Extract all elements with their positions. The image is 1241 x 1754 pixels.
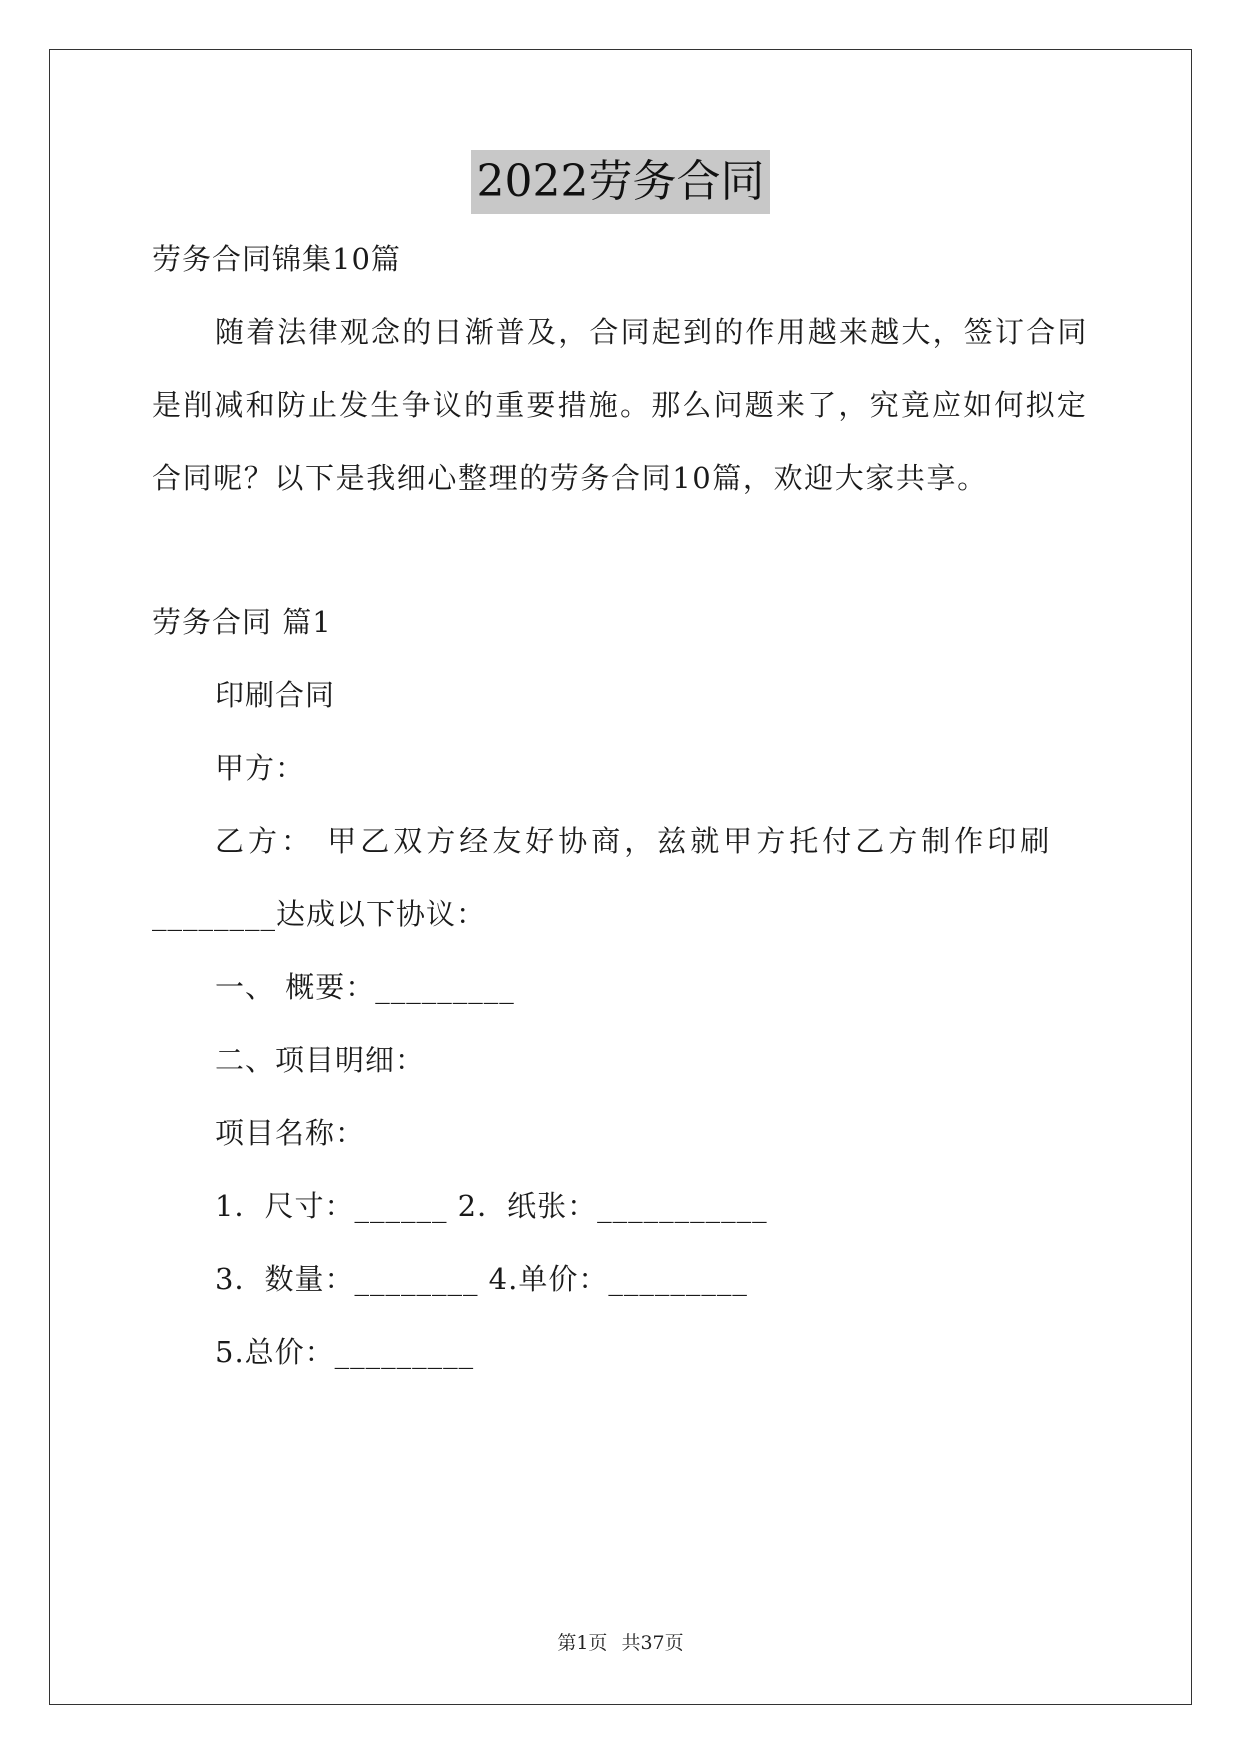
page-total: 共37页 [621, 1632, 684, 1654]
party-b-line: 乙方： 甲乙双方经友好协商，兹就甲方托付乙方制作印刷 [215, 824, 1054, 858]
page-border [49, 49, 1192, 1705]
title-container [0, 150, 1241, 214]
intro-line-1 [215, 312, 1090, 352]
intro-line-3: 合同呢？以下是我细心整理的劳务合同10篇，欢迎大家共享。 [152, 461, 988, 495]
item-details: 二、项目明细： [215, 1043, 426, 1077]
quantity-price-line: 3．数量：________ 4.单价：_________ [215, 1262, 748, 1296]
page-number: 第1页 [557, 1632, 608, 1654]
party-a-label: 甲方： [215, 751, 306, 785]
contract-title: 印刷合同 [215, 678, 336, 712]
agreement-line: ________达成以下协议： [152, 897, 487, 931]
section-heading: 劳务合同 篇1 [152, 605, 332, 639]
size-paper-line: 1．尺寸：______ 2．纸张：___________ [215, 1189, 768, 1223]
intro-line-1-text: 随着法律观念的日渐普及，合同起到的作用越来越大，签订合同 [215, 315, 1089, 349]
document-subtitle: 劳务合同锦集10篇 [152, 242, 401, 276]
project-name-label: 项目名称： [215, 1116, 366, 1150]
page-footer [0, 1630, 1241, 1656]
total-price-line: 5.总价：_________ [215, 1335, 475, 1369]
document-title: 2022劳务合同 [471, 150, 771, 214]
item-overview: 一、 概要：_________ [215, 970, 515, 1004]
intro-line-2: 是削减和防止发生争议的重要措施。那么问题来了，究竟应如何拟定 [152, 388, 1089, 422]
